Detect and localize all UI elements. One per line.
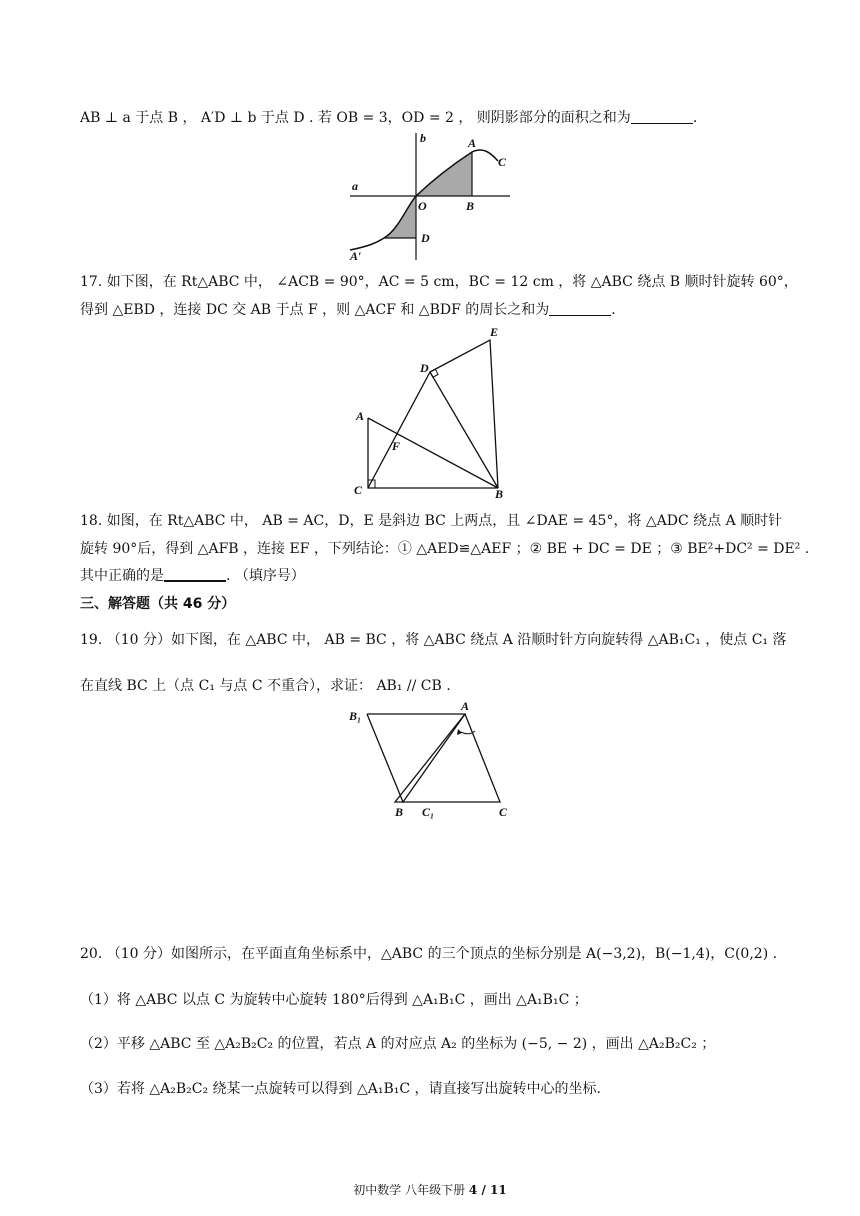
q17-line1: 17. 如下图，在 Rt△ABC 中， ∠ACB = 90°，AC = 5 cm，BC = 12 cm ，将 △ABC 绕点 B 顺时针旋转 60°， (80, 274, 798, 290)
q19-label-B1: B₁ (349, 709, 362, 723)
q16-figure (340, 130, 520, 265)
q20-line1: 20. （10 分）如图所示，在平面直角坐标系中，△ABC 的三个顶点的坐标分别是 A(−3,2)，B(−1,4)，C(0,2) . (80, 946, 778, 962)
q16-label-b: b (420, 131, 426, 145)
q16-label-D: D (421, 231, 430, 245)
q20-part1: （1）将 △ABC 以点 C 为旋转中心旋转 180°后得到 △A₁B₁C ，画出 △A₁B₁C ； (80, 992, 588, 1008)
q17-text2: 得到 △EBD ，连接 DC 交 AB 于点 F ，则 △ACF 和 △BDF 的周长之和为 . (80, 302, 616, 318)
q17-answer-blank (549, 301, 611, 316)
q19-line1: 19. （10 分）如下图，在 △ABC 中， AB = BC ，将 △ABC 绕点 A 沿顺时针方向旋转得 △AB₁C₁ ，使点 C₁ 落 (80, 632, 787, 648)
q16-label-A-prime: A′ (350, 249, 362, 263)
q20-part3: （3）若将 △A₂B₂C₂ 绕某一点旋转可以得到 △A₁B₁C ，请直接写出旋转中心的坐标. (80, 1081, 601, 1097)
q19-label-C1: C₁ (422, 805, 435, 819)
q17-label-E: E (490, 325, 499, 339)
q19-triangle-ABC (395, 714, 500, 802)
q16-label-a: a (352, 179, 358, 193)
q17-line2: 得到 △EBD ，连接 DC 交 AB 于点 F ，则 △ACF 和 △BDF 的周长之和为 (80, 302, 550, 318)
q19-label-C: C (499, 805, 508, 819)
q18-text3 (80, 566, 800, 586)
q16-label-C: C (498, 155, 507, 169)
q18-line1: 18. 如图，在 Rt△ABC 中， AB = AC，D，E 是斜边 BC 上两点，且 ∠DAE = 45°，将 △ADC 绕点 A 顺时针 (80, 513, 783, 529)
q18-line3-prefix: 其中正确的是 (80, 568, 164, 584)
q17-label-A: A (356, 409, 365, 423)
q16-answer-blank (631, 109, 693, 124)
q16-line: AB ⊥ a 于点 B ， A′D ⊥ b 于点 D . 若 OB = 3，OD = 2 ， 则阴影部分的面积之和为 (80, 110, 631, 126)
q19-label-A: A (461, 700, 470, 713)
q19-figure (345, 700, 515, 825)
section-3-heading: 三、解答题（共 46 分） (80, 596, 236, 612)
q19-line2: 在直线 BC 上（点 C₁ 与点 C 不重合），求证： AB₁ // CB . (80, 678, 451, 694)
q19-label-B: B (395, 805, 404, 819)
q17-label-F: F (392, 439, 401, 453)
q16-text: AB ⊥ a 于点 B ， A′D ⊥ b 于点 D . 若 OB = 3，OD = 2 ， 则阴影部分的面积之和为 . (80, 110, 698, 126)
footer-page-number: 4 / 11 (468, 1183, 507, 1197)
q18-answer-blank (164, 566, 226, 582)
q19-triangle-AB1C1 (367, 714, 465, 802)
q20-part2: （2）平移 △ABC 至 △A₂B₂C₂ 的位置，若点 A 的对应点 A₂ 的坐标为 (−5, − 2) ，画出 △A₂B₂C₂ ； (80, 1036, 716, 1052)
q18-line3-suffix: . （填序号） (226, 568, 305, 584)
q17-triangle-ABC (368, 418, 498, 488)
q17-right-angle-D (430, 369, 438, 377)
page-footer (0, 1181, 860, 1198)
q18-line2: 旋转 90°后，得到 △AFB ，连接 EF ，下列结论：① △AED≌△AEF ；② BE + DC = DE ；③ BE²+DC² = DE² . (80, 541, 810, 557)
q17-figure (350, 322, 510, 500)
q17-label-B: B (495, 487, 504, 500)
q16-shade-upper (416, 152, 472, 196)
q17-triangle-EBD (430, 340, 498, 488)
footer-subject: 初中数学 八年级下册 (353, 1183, 469, 1197)
q16-label-B: B (466, 199, 475, 213)
q16-label-O: O (418, 199, 427, 213)
q17-segment-DC (368, 372, 430, 488)
q16-label-A: A (468, 136, 477, 150)
q17-label-C: C (354, 483, 363, 497)
q17-label-D: D (420, 361, 429, 375)
